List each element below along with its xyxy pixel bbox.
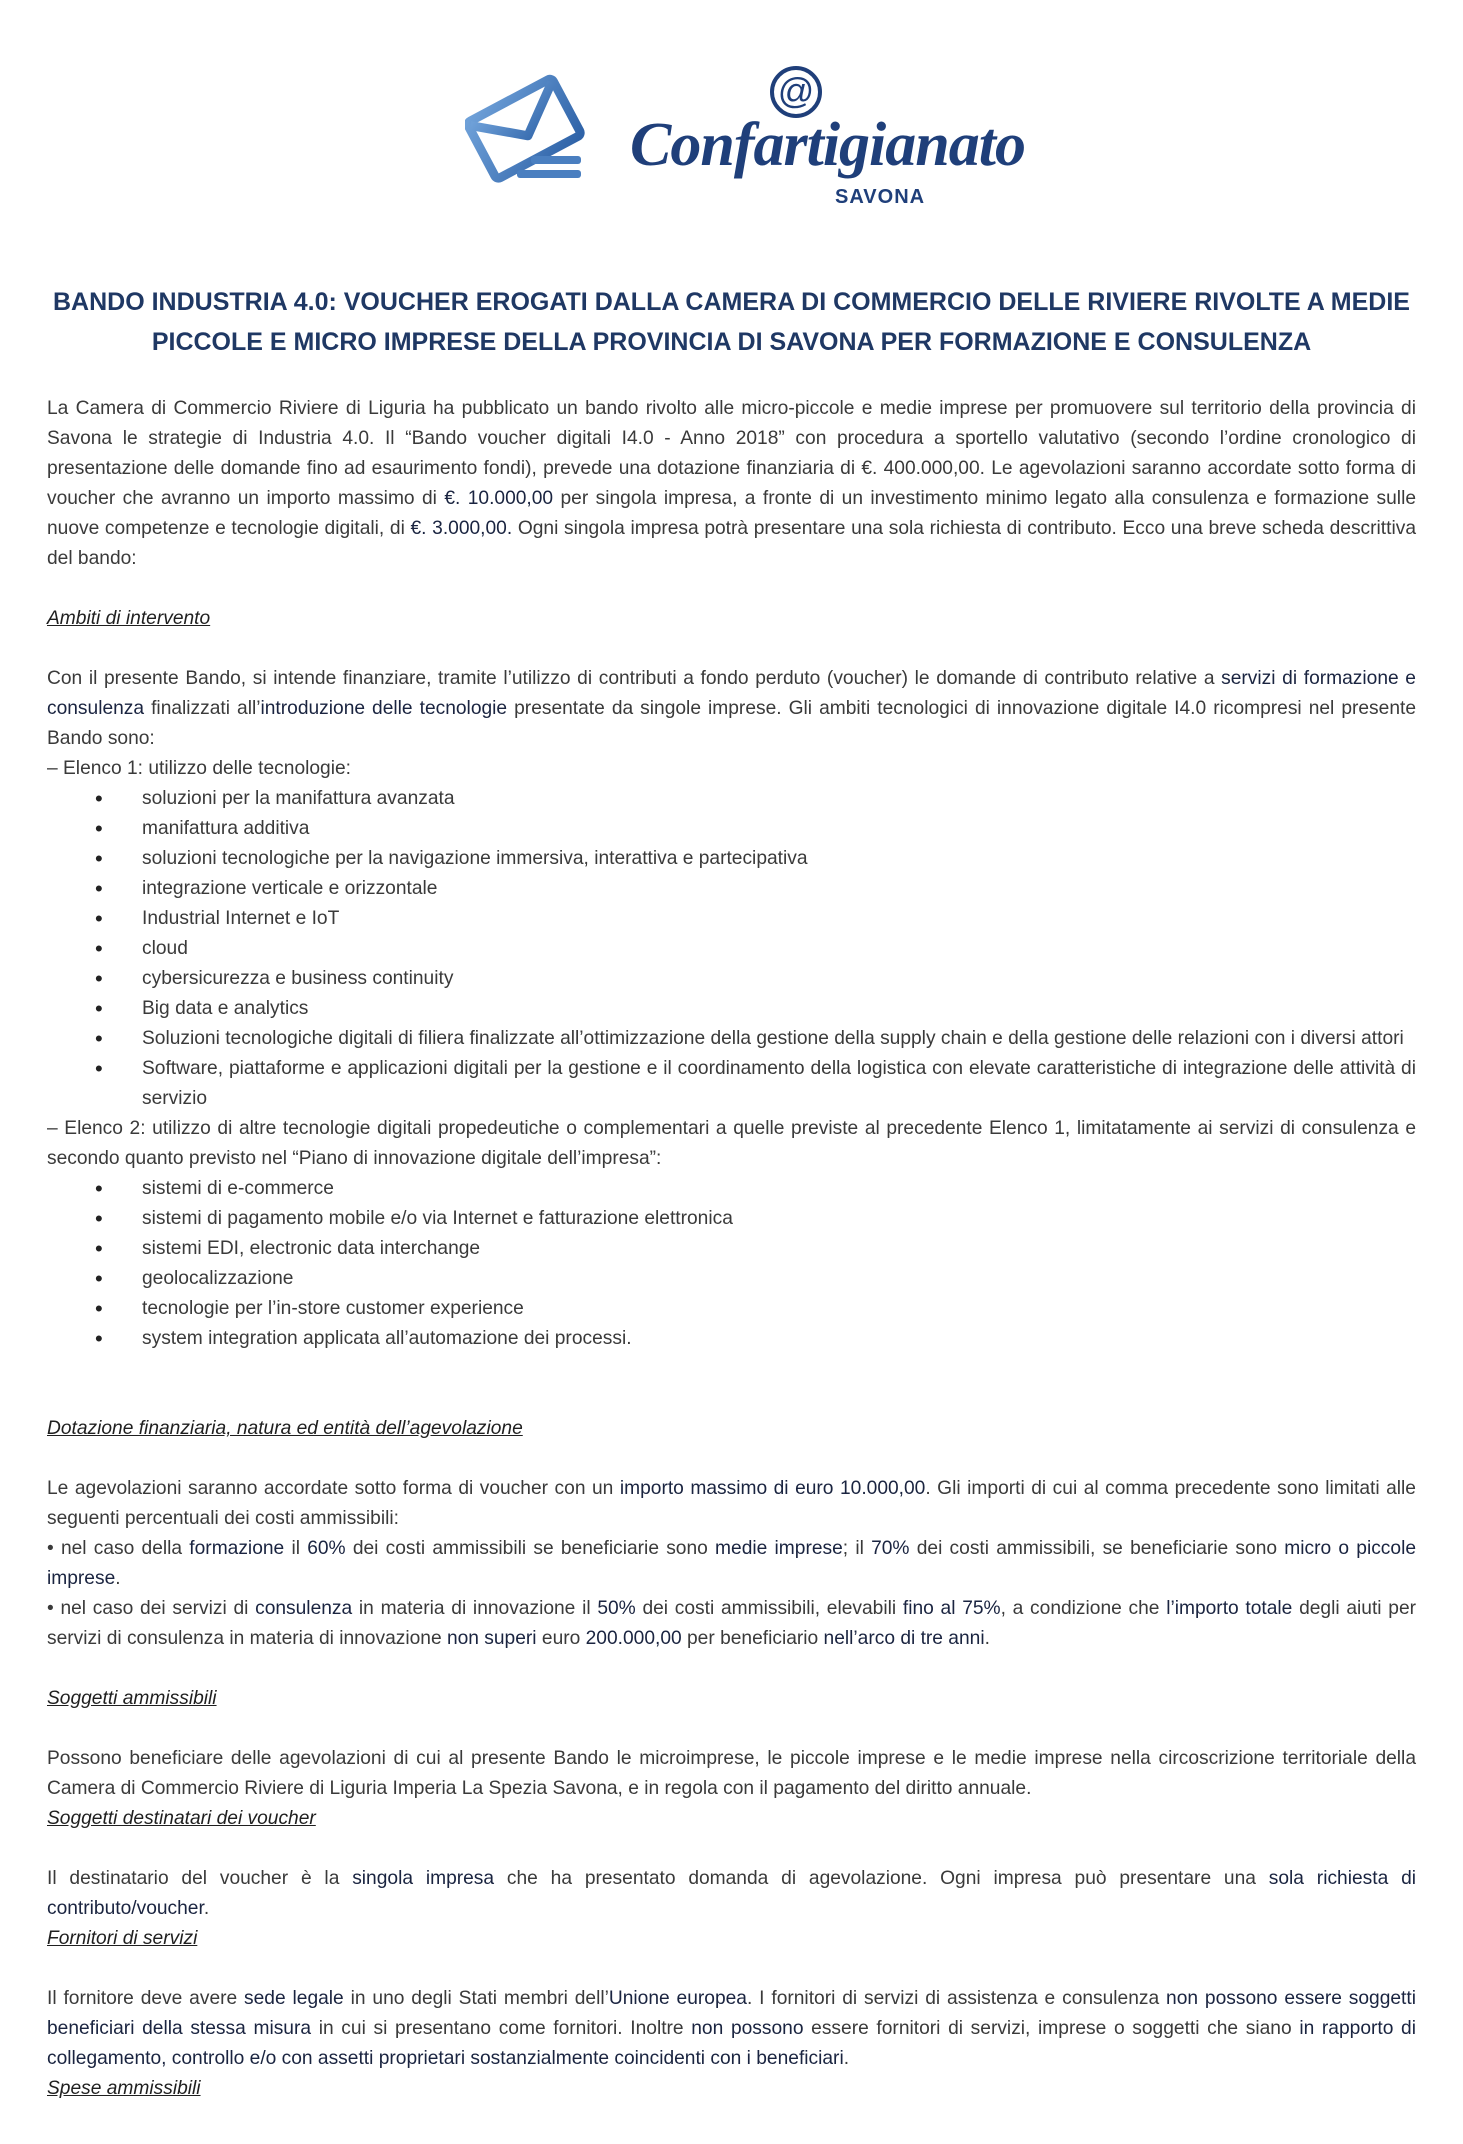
dotazione-paragraph: Le agevolazioni saranno accordate sotto forma di voucher con un importo massimo di euro 10.000,00. Gli importi di cui al comma precedente sono limitati alle seguenti percentuali dei costi ammissibili: — [47, 1478, 1416, 1529]
fornitori-paragraph: Il fornitore deve avere sede legale in uno degli Stati membri dell’Unione europea. I fornitori di servizi di assistenza e consulenza non possono essere soggetti beneficiari della stessa misura in cui si presentano come fornitori. Inoltre non possono essere fornitori di servizi, imprese o soggetti che siano in rapporto di collegamento, controllo e/o con assetti proprietari sostanzialmente coincidenti con i beneficiari. — [47, 1988, 1416, 2069]
elenco1-list — [47, 784, 1416, 1114]
soggetti-ammissibili-paragraph: Possono beneficiare delle agevolazioni di cui al presente Bando le microimprese, le piccole imprese e le medie imprese nella circoscrizione territoriale della Camera di Commercio Riviere di Liguria Imperia La Spezia Savona, e in regola con il pagamento del diritto annuale. — [47, 1748, 1416, 1799]
elenco2-list — [47, 1174, 1416, 1354]
list-item: • manifattura additiva — [47, 814, 1416, 844]
elenco2-intro: – Elenco 2: utilizzo di altre tecnologie digitali propedeutiche o complementari a quelle previste al precedente Elenco 1, limitatamente ai servizi di consulenza e secondo quanto previsto nel “Piano di innovazione digitale dell’impresa”: — [47, 1118, 1416, 1169]
list-item: • geolocalizzazione — [47, 1264, 1416, 1294]
section-heading-destinatari: Soggetti destinatari dei voucher — [47, 1808, 316, 1829]
intro-paragraph: La Camera di Commercio Riviere di Liguria ha pubblicato un bando rivolto alle micro-piccole e medie imprese per promuovere sul territorio della provincia di Savona le strategie di Industria 4.0. Il “Bando voucher digitali I4.0 - Anno 2018” con procedura a sportello valutativo (secondo l’ordine cronologico di presentazione delle domande fino ad esaurimento fondi), prevede una dotazione finanziaria di €. 400.000,00. Le agevolazioni saranno accordate sotto forma di voucher che avranno un importo massimo di €. 10.000,00 per singola impresa, a fronte di un investimento minimo legato alla consulenza e formazione sulle nuove competenze e tecnologie digitali, di €. 3.000,00. Ogni singola impresa potrà presentare una sola richiesta di contributo. Ecco una breve scheda descrittiva del bando: — [47, 398, 1416, 569]
list-item: • cloud — [47, 934, 1416, 964]
section-heading-fornitori: Fornitori di servizi — [47, 1928, 198, 1949]
formazione-bullet: • nel caso della formazione il 60% dei costi ammissibili se beneficiarie sono medie imprese; il 70% dei costi ammissibili, se beneficiarie sono micro o piccole imprese. — [47, 1538, 1417, 1589]
list-item: • Industrial Internet e IoT — [47, 904, 1416, 934]
document-body — [47, 394, 1416, 2104]
consulenza-bullet: • nel caso dei servizi di consulenza in materia di innovazione il 50% dei costi ammissibili, elevabili fino al 75%, a condizione che l’importo totale degli aiuti per servizi di consulenza in materia di innovazione non superi euro 200.000,00 per beneficiario nell’arco di tre anni. — [47, 1598, 1416, 1649]
section-heading-ambiti: Ambiti di intervento — [47, 608, 211, 629]
list-item: • integrazione verticale e orizzontale — [47, 874, 1416, 904]
envelope-icon — [465, 66, 605, 186]
list-item: • Soluzioni tecnologiche digitali di filiera finalizzate all’ottimizzazione della gestione della supply chain e della gestione delle relazioni con i diversi attori — [47, 1024, 1416, 1054]
ambiti-paragraph: Con il presente Bando, si intende finanziare, tramite l’utilizzo di contributi a fondo perduto (voucher) le domande di contributo relative a servizi di formazione e consulenza finalizzati all’introduzione delle tecnologie presentate da singole imprese. Gli ambiti tecnologici di innovazione digitale I4.0 ricompresi nel presente Bando sono: — [47, 668, 1416, 749]
brand-subtitle: SAVONA — [835, 186, 926, 208]
destinatari-paragraph: Il destinatario del voucher è la singola impresa che ha presentato domanda di agevolazione. Ogni impresa può presentare una sola richiesta di contributo/voucher. — [47, 1868, 1417, 1919]
list-item: • Software, piattaforme e applicazioni digitali per la gestione e il coordinamento della logistica con elevate caratteristiche di integrazione delle attività di servizio — [47, 1054, 1416, 1114]
list-item: • soluzioni per la manifattura avanzata — [47, 784, 1416, 814]
elenco1-intro: – Elenco 1: utilizzo delle tecnologie: — [47, 758, 351, 779]
list-item: • system integration applicata all’automazione dei processi. — [47, 1324, 1416, 1354]
section-heading-soggetti-ammissibili: Soggetti ammissibili — [47, 1688, 217, 1709]
page-title: BANDO INDUSTRIA 4.0: VOUCHER EROGATI DALLA CAMERA DI COMMERCIO DELLE RIVIERE RIVOLTE A MEDIE PICCOLE E MICRO IMPRESE DELLA PROVINCIA DI SAVONA PER FORMAZIONE E CONSULENZA — [53, 288, 1410, 356]
list-item: • sistemi di e-commerce — [47, 1174, 1416, 1204]
list-item: • cybersicurezza e business continuity — [47, 964, 1416, 994]
list-item: • sistemi EDI, electronic data interchange — [47, 1234, 1416, 1264]
list-item: • sistemi di pagamento mobile e/o via Internet e fatturazione elettronica — [47, 1204, 1416, 1234]
list-item: • Big data e analytics — [47, 994, 1416, 1024]
section-heading-dotazione: Dotazione finanziaria, natura ed entità dell’agevolazione — [47, 1418, 523, 1439]
list-item: • soluzioni tecnologiche per la navigazione immersiva, interattiva e partecipativa — [47, 844, 1416, 874]
section-heading-spese: Spese ammissibili — [47, 2078, 201, 2099]
list-item: • tecnologie per l’in-store customer experience — [47, 1294, 1416, 1324]
at-symbol-logo: @ — [770, 66, 822, 118]
brand-name: Confartigianato — [630, 111, 1025, 179]
